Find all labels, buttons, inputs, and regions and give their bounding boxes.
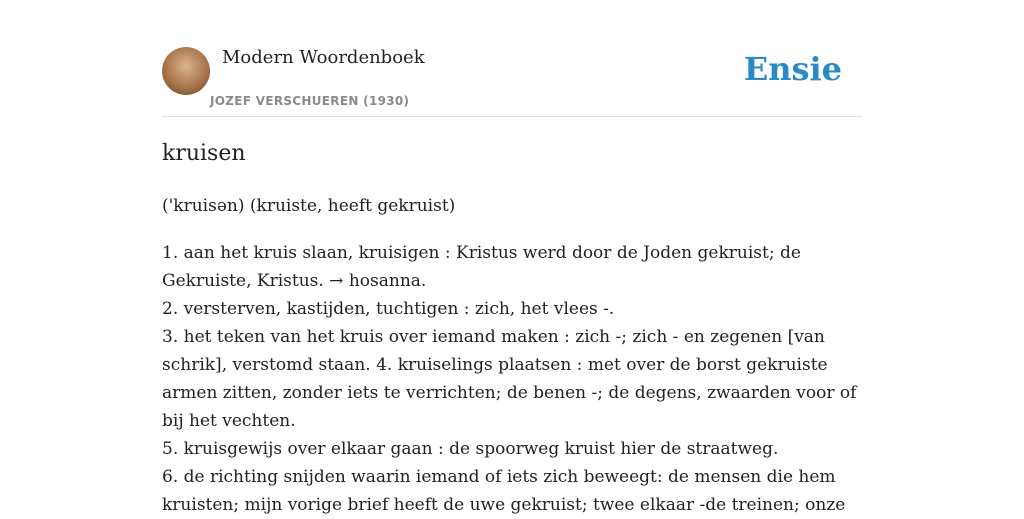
- brand-logo[interactable]: Ensie: [743, 50, 842, 88]
- author-avatar[interactable]: [162, 47, 210, 95]
- entry-definition: [162, 239, 862, 519]
- definition-line: 3. het teken van het kruis over iemand maken : zich -; zich - en zegenen [van schrik], verstomd staan. 4. kruiselings plaatsen : met over de borst gekruiste armen zitten, zonder iets te verrichten; de benen -; de degens, zwaarden voor of bij het vechten.: [162, 327, 857, 431]
- definition-line: 6. de richting snijden waarin iemand of iets zich beweegt: de mensen die hem kruisten; mijn vorige brief heeft de uwe gekruist; twee elkaar -de treinen; onze: [162, 467, 846, 515]
- definition-line: 1. aan het kruis slaan, kruisigen : Kristus werd door de Joden gekruist; de Gekruiste, Kristus. → hosanna.: [162, 243, 801, 291]
- header: [162, 0, 862, 117]
- definition-line: 2. versterven, kastijden, tuchtigen : zich, het vlees -.: [162, 299, 615, 319]
- page-container: [162, 0, 862, 515]
- book-title[interactable]: Modern Woordenboek: [222, 47, 425, 68]
- definition-line: 5. kruisgewijs over elkaar gaan : de spoorweg kruist hier de straatweg.: [162, 439, 779, 459]
- entry-pronunciation: ('kruisən) (kruiste, heeft gekruist): [162, 196, 456, 216]
- entry-word: kruisen: [162, 141, 246, 166]
- author-name: JOZEF VERSCHUEREN (1930): [210, 94, 410, 108]
